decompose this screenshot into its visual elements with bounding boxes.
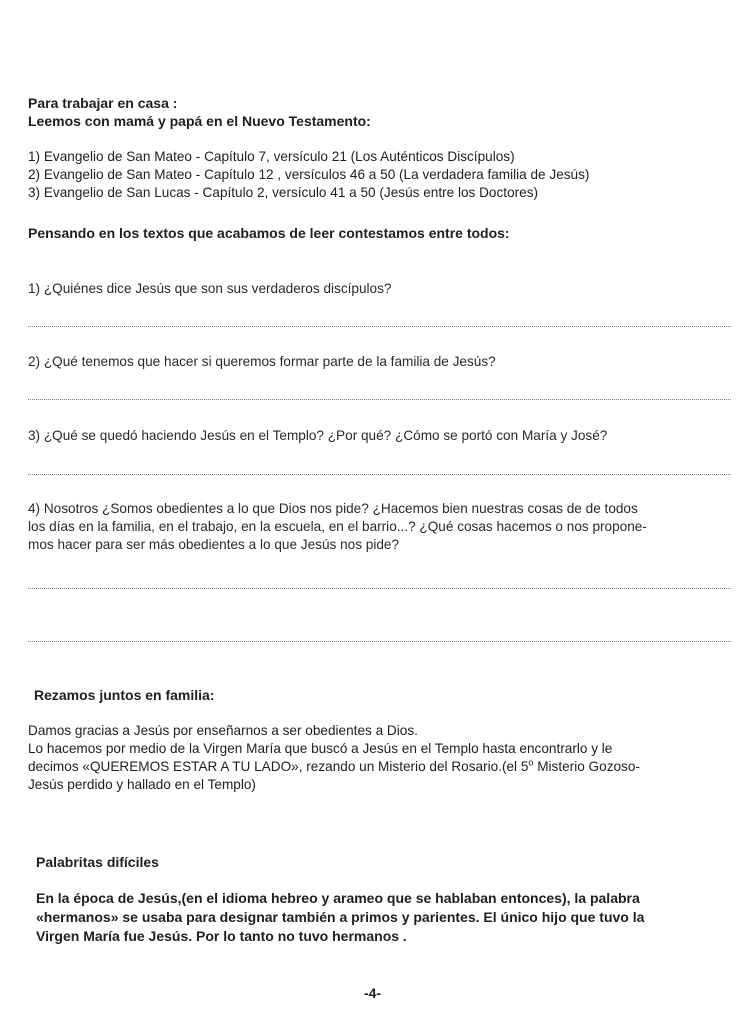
homework-subtitle: Leemos con mamá y papá en el Nuevo Testamento: xyxy=(28,113,371,129)
question-4-line-1: 4) Nosotros ¿Somos obedientes a lo que Dios nos pide? ¿Hacemos bien nuestras cosas de de todos xyxy=(28,501,638,516)
glossary-line-2: «hermanos» se usaba para designar también a primos y parientes. El único hijo que tuvo la xyxy=(36,909,645,925)
questions-heading: Pensando en los textos que acabamos de leer contestamos entre todos: xyxy=(28,225,510,241)
question-3: 3) ¿Qué se quedó haciendo Jesús en el Templo? ¿Por qué? ¿Cómo se portó con María y José? xyxy=(28,428,608,443)
answer-line-2[interactable] xyxy=(28,399,731,400)
answer-line-4b[interactable] xyxy=(28,641,731,642)
glossary-line-1: En la época de Jesús,(en el idioma hebreo y arameo que se hablaban entonces), la palabra xyxy=(36,890,640,906)
ordinal-marker: o xyxy=(528,757,534,768)
prayer-line-4: Jesús perdido y hallado en el Templo) xyxy=(28,777,256,792)
glossary-line-3: Virgen María fue Jesús. Por lo tanto no tuvo hermanos . xyxy=(36,928,407,944)
question-4-line-3: mos hacer para ser más obedientes a lo que Jesús nos pide? xyxy=(28,537,400,552)
question-2: 2) ¿Qué tenemos que hacer si queremos formar parte de la familia de Jesús? xyxy=(28,354,496,369)
reading-1: 1) Evangelio de San Mateo - Capítulo 7, versículo 21 (Los Auténticos Discípulos) xyxy=(28,149,515,164)
prayer-line-3-text: decimos «QUEREMOS ESTAR A TU LADO», rezando un Misterio del Rosario.(el 5 xyxy=(28,759,529,774)
reading-2: 2) Evangelio de San Mateo - Capítulo 12 , versículos 46 a 50 (La verdadera familia de Jesús) xyxy=(28,167,590,182)
reading-3: 3) Evangelio de San Lucas - Capítulo 2, versículo 41 a 50 (Jesús entre los Doctores) xyxy=(28,185,539,200)
prayer-line-3 xyxy=(28,758,731,776)
question-4-line-2: los días en la familia, en el trabajo, en la escuela, en el barrio...? ¿Qué cosas hacemos o nos propone- xyxy=(28,519,647,534)
prayer-line-3-tail: Misterio Gozoso- xyxy=(533,759,640,774)
question-1: 1) ¿Quiénes dice Jesús que son sus verdaderos discípulos? xyxy=(28,281,392,296)
prayer-line-1: Damos gracias a Jesús por enseñarnos a ser obedientes a Dios. xyxy=(28,723,418,738)
prayer-line-2: Lo hacemos por medio de la Virgen María que buscó a Jesús en el Templo hasta encontrarlo y le xyxy=(28,741,613,756)
glossary-heading: Palabritas difíciles xyxy=(36,854,159,870)
answer-line-3[interactable] xyxy=(28,474,731,475)
answer-line-4a[interactable] xyxy=(28,588,731,589)
prayer-heading: Rezamos juntos en familia: xyxy=(34,687,215,703)
answer-line-1[interactable] xyxy=(28,326,731,327)
homework-title: Para trabajar en casa : xyxy=(28,95,178,111)
page-number: -4- xyxy=(363,985,382,1001)
